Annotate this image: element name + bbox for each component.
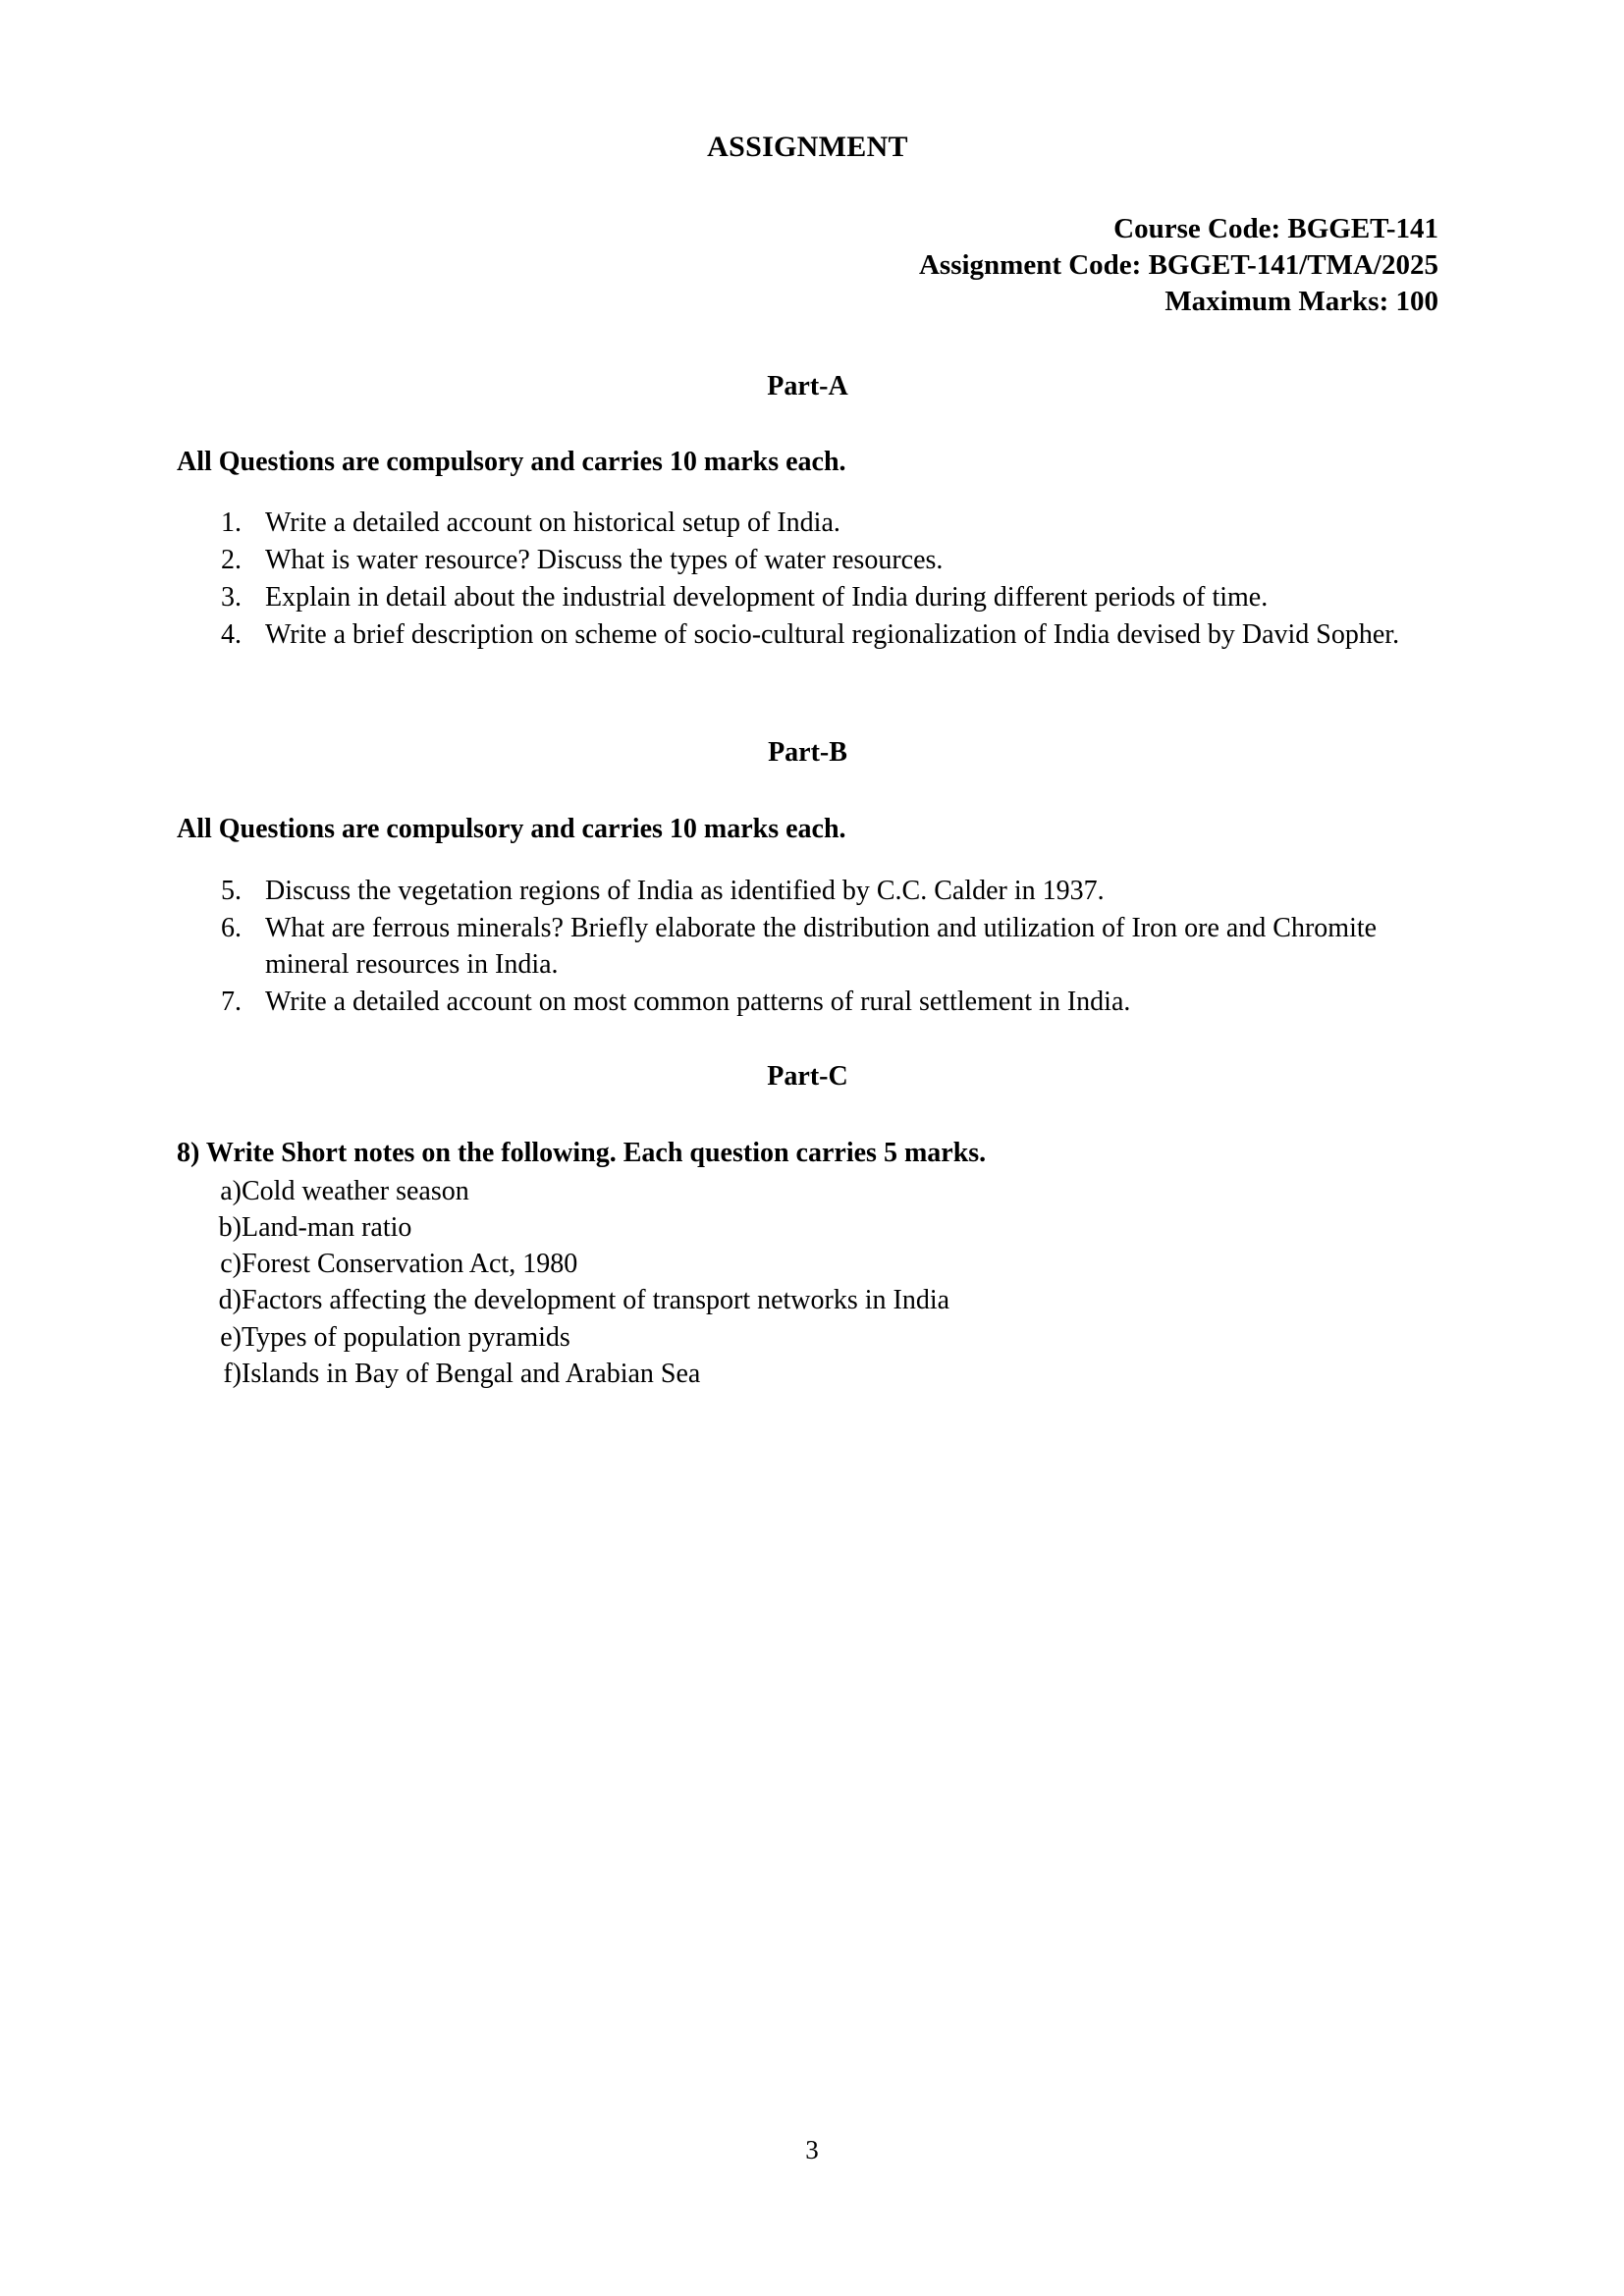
list-item (177, 1356, 1438, 1392)
subquestion-letter: f) (223, 1358, 242, 1389)
list-item (177, 616, 1438, 653)
question-number: 5. (221, 875, 242, 906)
list-item (177, 1209, 1438, 1246)
page-number: 3 (805, 2135, 819, 2164)
question-text: What is water resource? Discuss the types of water resources. (265, 544, 944, 575)
list-item (177, 873, 1438, 909)
question-number: 1. (221, 507, 242, 538)
subquestion-text: Factors affecting the development of transport networks in India (242, 1285, 950, 1316)
subquestion-letter: e) (220, 1321, 242, 1353)
subquestion-text: Cold weather season (242, 1175, 469, 1206)
part-b-heading: Part-B (768, 737, 847, 769)
part-c-heading: Part-C (767, 1060, 848, 1092)
subquestion-text: Islands in Bay of Bengal and Arabian Sea (242, 1358, 701, 1389)
question-text: What are ferrous minerals? Briefly elaborate the distribution and utilization of Iron ore and Chromite mineral resources in India. (265, 912, 1378, 981)
question-text: Explain in detail about the industrial development of India during different periods of time. (265, 581, 1269, 613)
subquestion-text: Land-man ratio (242, 1212, 412, 1243)
list-item (177, 542, 1438, 578)
question-number: 4. (221, 619, 242, 651)
question-text: Write a detailed account on most common patterns of rural settlement in India. (265, 987, 1131, 1018)
question-text: Write a detailed account on historical setup of India. (265, 507, 840, 538)
subquestion-letter: d) (218, 1285, 242, 1316)
part-a-heading: Part-A (767, 371, 848, 402)
assignment-code: Assignment Code: BGGET-141/TMA/2025 (918, 249, 1438, 282)
list-item (177, 1319, 1438, 1356)
part-c-instruction: 8) Write Short notes on the following. Each question carries 5 marks. (177, 1138, 987, 1169)
part-b-question-list (177, 873, 1438, 1021)
part-a-question-list (177, 505, 1438, 654)
list-item (177, 984, 1438, 1020)
maximum-marks: Maximum Marks: 100 (1164, 286, 1438, 318)
page-title: ASSIGNMENT (707, 131, 908, 163)
question-text: Discuss the vegetation regions of India as identified by C.C. Calder in 1937. (265, 875, 1105, 906)
question-number: 7. (221, 987, 242, 1018)
list-item (177, 910, 1438, 983)
part-b-instruction: All Questions are compulsory and carries 10 marks each. (177, 814, 846, 845)
subquestion-letter: c) (220, 1249, 242, 1280)
list-item (177, 505, 1438, 541)
subquestion-text: Types of population pyramids (242, 1321, 570, 1353)
question-number: 2. (221, 544, 242, 575)
list-item (177, 1282, 1438, 1318)
course-code: Course Code: BGGET-141 (1113, 213, 1438, 244)
subquestion-letter: b) (218, 1212, 242, 1243)
list-item (177, 1173, 1438, 1209)
part-a-instruction: All Questions are compulsory and carries 10 marks each. (177, 446, 846, 477)
subquestion-letter: a) (220, 1175, 242, 1206)
list-item (177, 1246, 1438, 1282)
question-number: 6. (221, 912, 242, 943)
question-text: Write a brief description on scheme of socio-cultural regionalization of India devised by David Sopher. (265, 619, 1400, 651)
subquestion-text: Forest Conservation Act, 1980 (242, 1249, 578, 1280)
list-item (177, 579, 1438, 615)
assignment-meta-block (177, 211, 1438, 320)
part-c-subquestion-list (177, 1173, 1438, 1392)
question-number: 3. (221, 581, 242, 613)
page-content (177, 0, 1438, 1392)
